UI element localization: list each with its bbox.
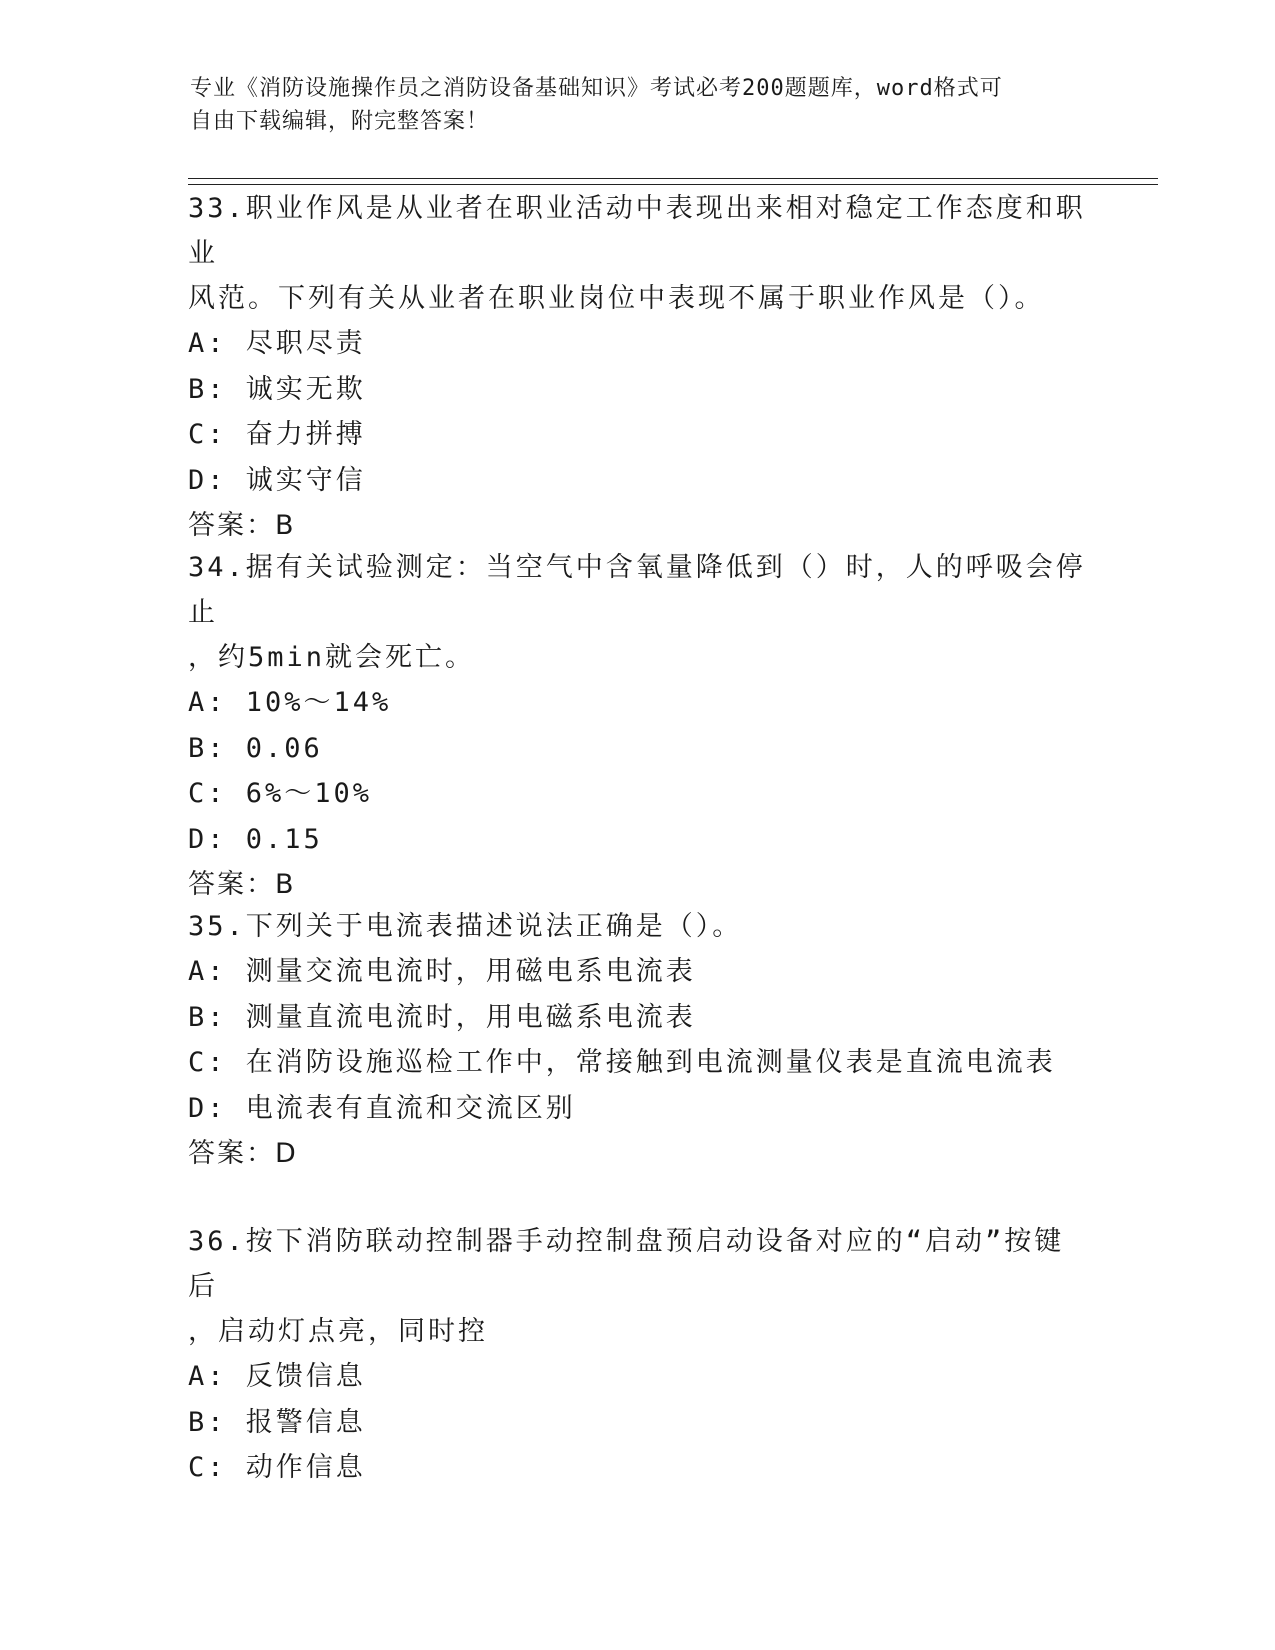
answer: 答案：D <box>188 1138 298 1169</box>
option-d: D: 电流表有直流和交流区别 <box>188 1092 576 1124</box>
question-stem-line: 36.按下消防联动控制器手动控制盘预启动设备对应的“启动”按键后 <box>188 1226 1065 1302</box>
option-a: A: 尽职尽责 <box>188 328 366 359</box>
question-stem-line: 33.职业作风是从业者在职业活动中表现出来相对稳定工作态度和职业 <box>188 193 1086 269</box>
header-line-1: 专业《消防设施操作员之消防设备基础知识》考试必考200题题库，word格式可 <box>190 76 1003 101</box>
header-rule-top <box>188 178 1158 179</box>
answer: 答案：B <box>188 510 296 541</box>
option-d: D: 0.15 <box>188 823 323 855</box>
question-stem-line: ，启动灯点亮，同时控 <box>188 1316 488 1347</box>
document-header <box>190 72 1070 138</box>
option-b: B: 测量直流电流时，用电磁系电流表 <box>188 1001 696 1033</box>
option-c: C: 在消防设施巡检工作中，常接触到电流测量仪表是直流电流表 <box>188 1047 1056 1078</box>
question-36 <box>188 1219 1088 1491</box>
option-c: C: 动作信息 <box>188 1452 366 1483</box>
question-stem-line: ，约5min就会死亡。 <box>188 642 476 673</box>
option-c: C: 6%～10% <box>188 778 373 809</box>
question-35 <box>188 904 1088 1176</box>
option-b: B: 报警信息 <box>188 1406 366 1438</box>
answer: 答案：B <box>188 869 296 900</box>
header-line-2: 自由下载编辑，附完整答案！ <box>190 109 490 134</box>
question-33 <box>188 186 1088 548</box>
option-a: A: 反馈信息 <box>188 1361 366 1392</box>
question-stem-line: 35.下列关于电流表描述说法正确是（）。 <box>188 911 743 942</box>
question-stem-line: 风范。下列有关从业者在职业岗位中表现不属于职业作风是（）。 <box>188 283 1045 314</box>
option-b: B: 诚实无欺 <box>188 373 366 405</box>
option-a: A: 测量交流电流时，用磁电系电流表 <box>188 956 696 987</box>
option-b: B: 0.06 <box>188 732 323 764</box>
option-a: A: 10%～14% <box>188 687 392 718</box>
question-stem-line: 34.据有关试验测定：当空气中含氧量降低到（）时，人的呼吸会停止 <box>188 552 1086 628</box>
header-rule-bottom <box>188 184 1158 185</box>
option-d: D: 诚实守信 <box>188 464 366 496</box>
question-34 <box>188 545 1088 907</box>
option-c: C: 奋力拼搏 <box>188 419 366 450</box>
